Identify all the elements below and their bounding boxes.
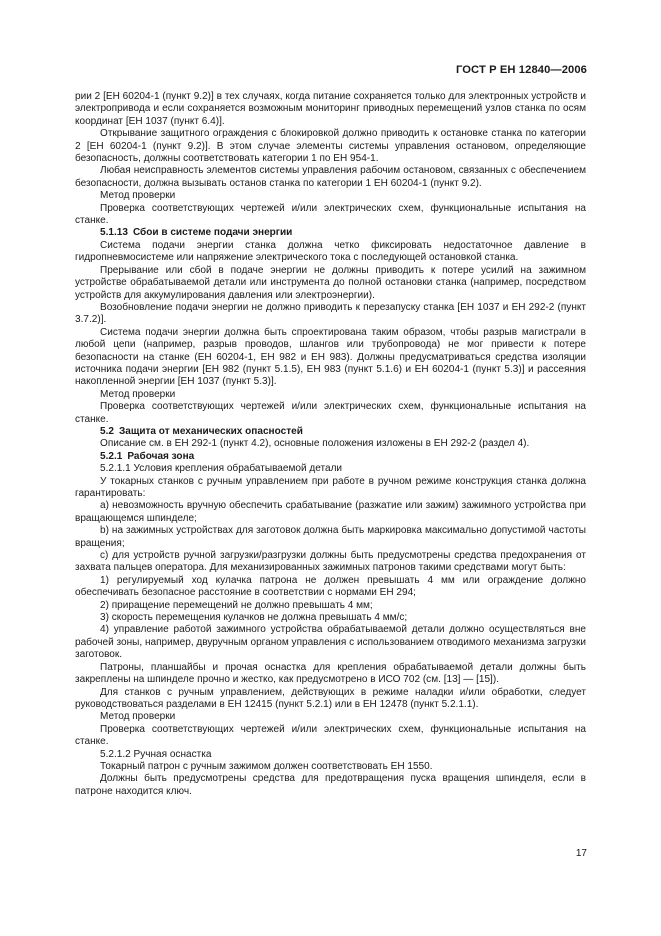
- paragraph: Прерывание или сбой в подаче энергии не должны приводить к потере усилий на зажимном устройстве обрабатываемой детали или инструмента до полной остановки станка (например, посредством устройств для аккумулирования давления или электроэнергии).: [75, 264, 586, 301]
- paragraph: Токарный патрон с ручным зажимом должен соответствовать ЕН 1550.: [100, 760, 433, 772]
- list-item: 3) скорость перемещения кулачков не должна превышать 4 мм/с;: [100, 612, 408, 624]
- section-title: Рабочая зона: [127, 450, 195, 462]
- list-item: а) невозможность вручную обеспечить срабатывание (разжатие или зажим) зажимного устройства при вращающемся шпинделе;: [75, 500, 586, 524]
- method-label: Метод проверки: [100, 190, 176, 202]
- paragraph: Патроны, планшайбы и прочая оснастка для крепления обрабатываемой детали должны быть закреплены на шпинделе прочно и жестко, как предусмотрено в ИСО 702 (см. [13] — [15]).: [75, 661, 586, 686]
- section-title: Сбои в системе подачи энергии: [132, 227, 293, 239]
- paragraph: Любая неисправность элементов системы управления рабочим остановом, связанных с обеспечением безопасности, должна вызывать останов станка по категории 1 ЕН 60204-1 (пункт 9.2).: [75, 165, 586, 189]
- paragraph: Система подачи энергии станка должна четко фиксировать недостаточное давление в гидропневмосистеме или напряжение электрического тока с последующей остановкой станка.: [75, 239, 586, 264]
- list-item: с) для устройств ручной загрузки/разгрузки должны быть предусмотрены средства предохранения от захвата пальцев оператора. Для механизированных зажимных патронов такими средствами могут быть:: [75, 550, 586, 574]
- list-item: 2) приращение перемещений не должно превышать 4 мм;: [100, 599, 373, 611]
- list-item: 1) регулируемый ход кулачка патрона не должен превышать 4 мм или ограждение должно обеспечивать безопасное расстояние в соответствии с нормами ЕН 294;: [75, 574, 586, 599]
- section-heading: [75, 426, 586, 438]
- method-label: Метод проверки: [100, 388, 176, 400]
- paragraph: У токарных станков с ручным управлением при работе в ручном режиме конструкция станка должна гарантировать:: [75, 475, 586, 499]
- paragraph: рии 2 [ЕН 60204-1 (пункт 9.2)] в тех случаях, когда питание сохраняется только для электронных устройств и электропривода и если сохраняется возможным мониторинг приводных перемещений узлов станка по осям координат [ЕН 1037 (пункт 6.4)].: [75, 91, 586, 127]
- paragraph: Проверка соответствующих чертежей и/или электрических схем, функциональные испытания на станке.: [75, 202, 586, 227]
- paragraph: Система подачи энергии должна быть спроектирована таким образом, чтобы разрыв магистрали в любой цепи (например, разрыв проводов, шлангов или трубопровода) не мог привести к потере безопасности на станке (ЕН 60204-1, ЕН 982 и ЕН 983). Должны предусматриваться средства изоляции источника подачи энергии [ЕН 982 (пункт 5.1.5), ЕН 983 (пункт 5.1.6) и ЕН 60204-1 (пункт 5.3)] и рассеяния накопленной энергии [ЕН 1037 (пункт 5.3)].: [75, 326, 586, 388]
- subsection-title: 5.2.1.2 Ручная оснастка: [100, 748, 212, 760]
- paragraph: Возобновление подачи энергии не должно приводить к перезапуску станка [ЕН 1037 и ЕН 292-2 (пункт 3.7.2)].: [75, 301, 586, 326]
- subsection-title: 5.2.1.1 Условия крепления обрабатываемой детали: [100, 463, 343, 475]
- paragraph: Проверка соответствующих чертежей и/или электрических схем, функциональные испытания на станке.: [75, 723, 586, 748]
- section-title: Защита от механических опасностей: [118, 425, 303, 437]
- section-heading: [75, 227, 586, 239]
- paragraph: Описание см. в ЕН 292-1 (пункт 4.2), основные положения изложены в ЕН 292-2 (раздел 4).: [100, 438, 530, 450]
- document-body: [75, 91, 586, 798]
- list-item: b) на зажимных устройствах для заготовок должна быть маркировка максимально допустимой частоты вращения;: [75, 525, 586, 549]
- section-number: 5.1.13: [100, 227, 128, 239]
- section-number: 5.2: [100, 425, 114, 437]
- method-label: Метод проверки: [100, 711, 176, 723]
- paragraph: Должны быть предусмотрены средства для предотвращения пуска вращения шпинделя, если в патроне находится ключ.: [75, 773, 586, 797]
- paragraph: Проверка соответствующих чертежей и/или электрических схем, функциональные испытания на станке.: [75, 401, 586, 425]
- section-heading: [75, 451, 586, 463]
- paragraph: Открывание защитного ограждения с блокировкой должно приводить к остановке станка по категории 2 [ЕН 60204-1 (пункт 9.2)]. В этом случае элементы системы управления остановом, определяющие безопасность, должны соответствовать категории 1 по ЕН 954-1.: [75, 128, 586, 165]
- section-number: 5.2.1: [100, 450, 123, 462]
- paragraph: Для станков с ручным управлением, действующих в режиме наладки и/или обработки, следует руководствоваться разделами в ЕН 12415 (пункт 5.2.1) или в ЕН 12478 (пункт 5.2.1.1).: [75, 686, 586, 710]
- page-number: 17: [575, 848, 587, 859]
- list-item: 4) управление работой зажимного устройства обрабатываемой детали должно осуществляться вне рабочей зоны, например, двуручным органом управления с использованием отводимого механизма загрузки заготовок.: [75, 624, 586, 661]
- page-header-title: ГОСТ Р ЕН 12840—2006: [455, 64, 587, 76]
